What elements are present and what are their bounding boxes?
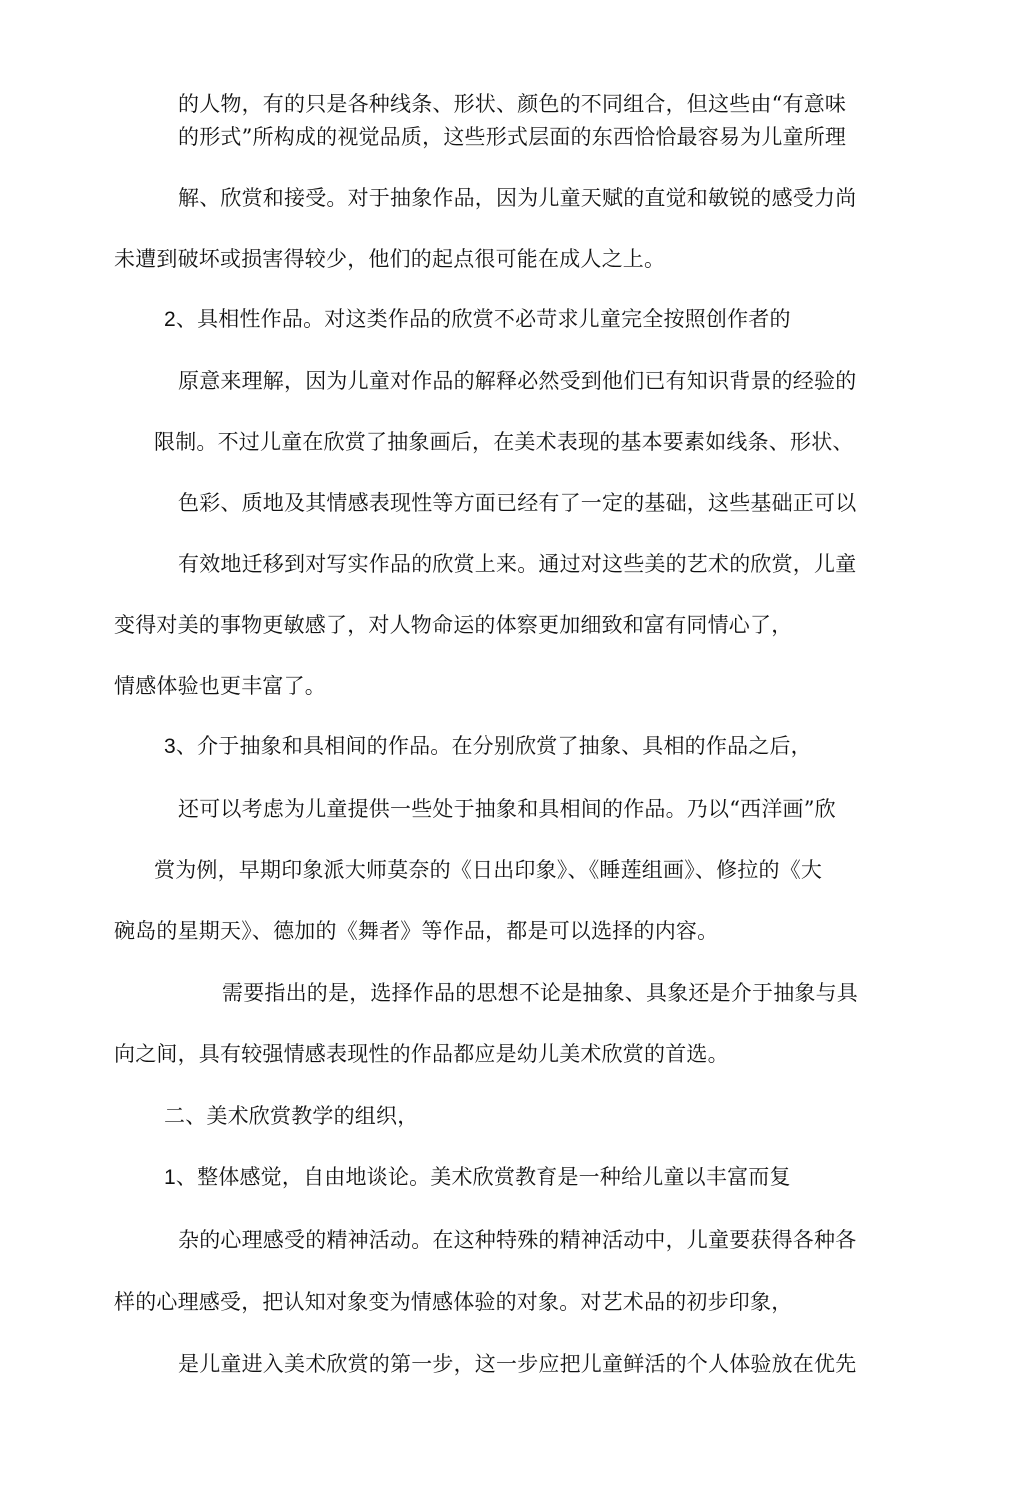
text-line: 有效地迁移到对写实作品的欣赏上来。通过对这些美的艺术的欣赏，儿童: [178, 552, 857, 576]
section-heading: 3、介于抽象和具相间的作品。在分别欣赏了抽象、具相的作品之后，: [164, 735, 812, 758]
text-line: 杂的心理感受的精神活动。在这种特殊的精神活动中，儿童要获得各种各: [178, 1228, 857, 1252]
text-line: 的人物，有的只是各种线条、形状、颜色的不同组合，但这些由“有意味: [178, 92, 847, 116]
text-line: 情感体验也更丰富了。: [114, 674, 326, 698]
text-line: 原意来理解，因为儿童对作品的解释必然受到他们已有知识背景的经验的: [178, 369, 857, 393]
text-line: 解、欣赏和接受。对于抽象作品，因为儿童天赋的直觉和敏锐的感受力尚: [178, 186, 857, 210]
text-line: 向之间，具有较强情感表现性的作品都应是幼儿美术欣赏的首选。: [114, 1042, 729, 1066]
text-line: 需要指出的是，选择作品的思想不论是抽象、具象还是介于抽象与具: [222, 981, 858, 1005]
text-line: 样的心理感受，把认知对象变为情感体验的对象。对艺术品的初步印象，: [114, 1290, 793, 1314]
text-line: 赏为例，早期印象派大师莫奈的《日出印象》、《睡莲组画》、修拉的《大: [154, 858, 823, 882]
text-line: 变得对美的事物更敏感了，对人物命运的体察更加细致和富有同情心了，: [114, 613, 793, 637]
text-line: 还可以考虑为儿童提供一些处于抽象和具相间的作品。乃以“西洋画”欣: [178, 797, 836, 821]
text-line: 是儿童进入美术欣赏的第一步，这一步应把儿童鲜活的个人体验放在优先: [178, 1352, 857, 1376]
text-line: 碗岛的星期天》、德加的《舞者》等作品，都是可以选择的内容。: [114, 919, 719, 943]
text-line: 的形式”所构成的视觉品质，这些形式层面的东西恰恰最容易为儿童所理: [178, 125, 847, 149]
section-heading: 二、美术欣赏教学的组织，: [164, 1104, 419, 1128]
text-line: 限制。不过儿童在欣赏了抽象画后，在美术表现的基本要素如线条、形状、: [154, 430, 854, 454]
section-heading: 2、具相性作品。对这类作品的欣赏不必苛求儿童完全按照创作者的: [164, 308, 791, 331]
text-line: 未遭到破坏或损害得较少，他们的起点很可能在成人之上。: [114, 247, 666, 271]
text-line: 色彩、质地及其情感表现性等方面已经有了一定的基础，这些基础正可以: [178, 491, 857, 515]
section-heading: 1、整体感觉，自由地谈论。美术欣赏教育是一种给儿童以丰富而复: [164, 1166, 791, 1189]
